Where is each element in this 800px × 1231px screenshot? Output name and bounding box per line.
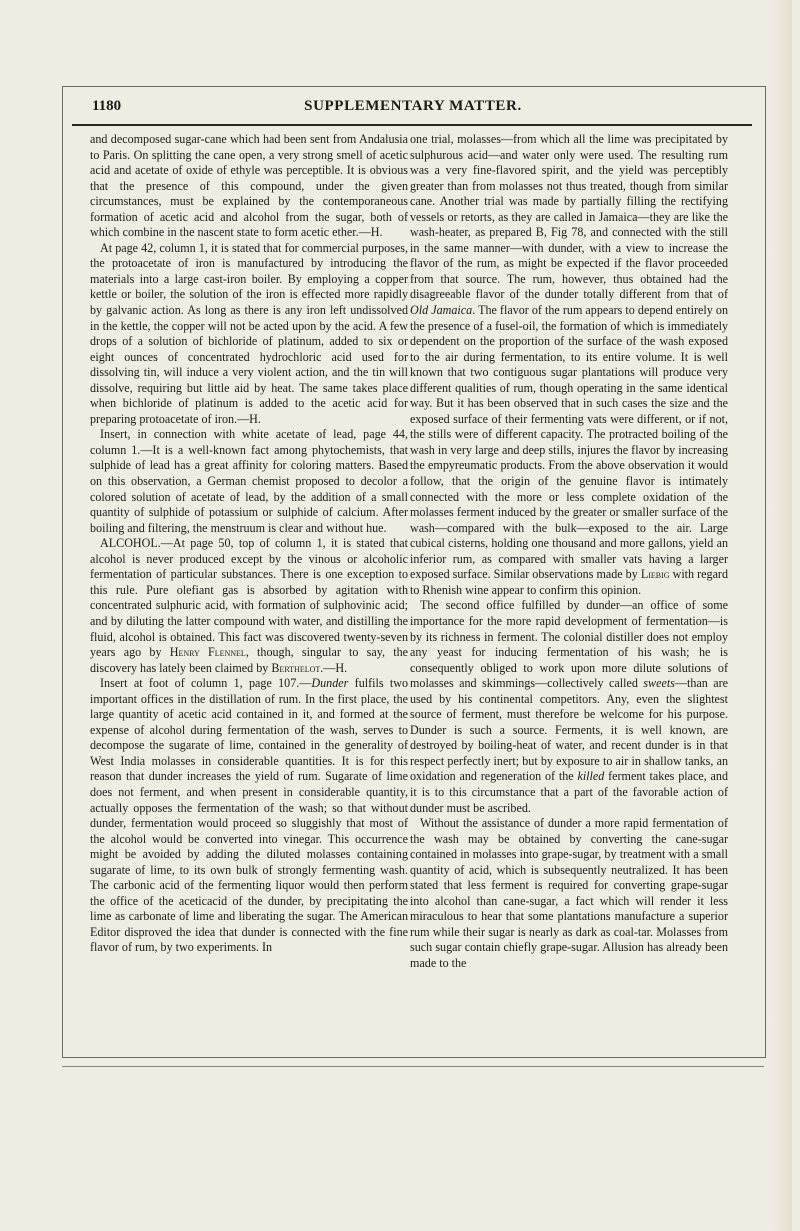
text-run: .—H. xyxy=(320,660,348,675)
running-head: SUPPLEMENTARY MATTER. xyxy=(304,98,522,114)
person-name: Berthelot xyxy=(271,660,321,675)
paragraph-dunder xyxy=(90,676,408,956)
bottom-rule xyxy=(62,1066,764,1067)
page-number: 1180 xyxy=(92,98,122,114)
italic-term: sweets xyxy=(643,676,675,691)
text-run: , Fig 78, and connected with the still in the same manner—with dunder, with a view to increase the flavor of the rum, as might be expected if the flavor proceeded from that source. The rum, however, thus obtained had the disagreeable flavor of the dunder totally different from that of xyxy=(410,225,728,302)
italic-term: Dunder xyxy=(311,676,349,691)
paragraph xyxy=(410,132,728,598)
page-edge xyxy=(770,0,792,1231)
text-run: ferment takes place, and it is to this circumstance that a part of the favorable action of dunder must be ascribed. xyxy=(410,769,728,815)
paragraph: Without the assistance of dunder a more rapid fermentation of the wash may be obtained by converting the cane-sugar contained in molasses into grape-sugar, by treatment with a small quantity of acid, which is subsequently neutralized. It has been stated that less ferment is required for converting grape-sugar into alcohol than cane-sugar, a fact which will render it less miraculous to hear that some plantations manufacture a superior rum while their sugar is nearly as dark as coal-tar. Molasses from such sugar contain chiefly grape-sugar. Allusion has already been made to the xyxy=(410,816,728,970)
paragraph-alcohol xyxy=(90,536,408,676)
text-run: —than are used by his continental competitors. Any, even the slightest source of ferment, must therefore be welcome for his purpose. Dunder is such a source. Ferments, it is well known, are destroyed by boiling-heat of water, and recent dunder is in that respect perfectly inert; but by exposure to air in shallow tanks, an oxidation and regeneration of the xyxy=(410,676,728,784)
paragraph: At page 42, column 1, it is stated that for commercial purposes, the protoacetate of iron is manufactured by introducing the materials into a large cast-iron boiler. By employing a copper kettle or boiler, the solution of the iron is effected more rapidly by galvanic action. As long as there is any iron left undissolved in the kettle, the copper will not be acted upon by the acid. A few drops of a solution of bichloride of platinum, added to six or eight ounces of concentrated hydrochloric acid used for dissolving tin, will induce a very violent action, and the tin will dissolve, requiring but little aid by heat. The same takes place when bichloride of platinum is added to the acetic acid for preparing protoacetate of iron.—H. xyxy=(90,240,408,426)
text-run: ALCOHOL.—At page 50, top of column 1, it is stated that alcohol is never produced except by the vinous or alcoholic fermentation of particular substances. There is one exception to this rule. Pure olefiant gas is absorbed by agitation with concentrated sulphuric acid, with formation of sulphovinic acid; and by diluting the latter compound with water, and distilling the fluid, alcohol is obtained. This fact was discovered twenty-seven years ago by xyxy=(90,536,408,660)
text-run: , though, singular to say, the discovery has lately been claimed by xyxy=(90,645,408,675)
text-run: . The flavor of the rum appears to depend entirely on the presence of a fusel-oil, the formation of which is immediately dependent on the proportion of the surface of the wash exposed to the air during fermentation, to its entire volume. It is well known that two contiguous sugar plantations will produce very different qualities of rum, though operating in the same identical way. But it has been observed that in such cases the size and the exposed surface of their fermenting vats were different, or if not, the stills were of different capacity. The protracted boiling of the wash in very large and deep stills, injures the flavor by increasing the empyreumatic products. From the above observation it would follow, that the origin of the genuine flavor is intimately connected with the more or less complete oxidation of the molasses ferment induced by the greater or smaller surface of the wash—compared with the bulk—exposed to the air. Large cubical cisterns, holding one thousand and more gallons, yield an inferior rum, as compared with smaller vats having a larger exposed surface. Similar observations made by xyxy=(410,303,728,582)
italic-term: Old Jamaica xyxy=(410,303,473,318)
paragraph: Insert, in connection with white acetate of lead, page 44, column 1.—It is a well-known fact among phytochemists, that sulphide of lead has a great affinity for coloring matters. Based on this observation, a German chemist proposed to decolor a colored solution of acetate of lead, by the addition of a small quantity of sulphide of potassium or sulphide of calcium. After boiling and filtering, the menstruum is clear and without hue. xyxy=(90,427,408,535)
text-run: one trial, molasses—from which all the lime was precipitated by sulphurous acid—and water only were used. The resulting rum was a very fine-flavored spirit, and the yield was perceptibly greater than from molasses not thus treated, though from similar cane. Another trial was made by partially filling the rectifying vessels or retorts, as they are called in Jamaica—they are like the wash-heater, as prepared xyxy=(410,132,728,240)
text-run: fulfils two important offices in the distillation of rum. In the first place, the large quantity of acetic acid contained in it, and formed at the expense of alcohol during fermentation of the wash, serves to decompose the sugarate of lime, contained in the generality of West India molasses in considerable quantities. It is for this reason that dunder increases the yield of rum. Sugarate of lime does not ferment, and when present in considerable quantity, actually opposes the fermentation of the wash; so that without dunder, fermentation would proceed so sluggishly that most of the alcohol would be converted into vinegar. This occurrence might be avoided by adding the diluted molasses containing sugarate of lime, to its own bulk of strongly fermenting wash. The carbonic acid of the fermenting liquor would then perform the office of the aceticacid of the dunder, by precipitating the lime as carbonate of lime and liberating the sugar. The American Editor disproved the idea that dunder is connected with the fine flavor of rum, by two experiments. In xyxy=(90,676,408,955)
person-name: Henry Flennel xyxy=(169,645,246,660)
figure-ref: B xyxy=(535,225,544,240)
text-run: Insert at foot of column 1, page 107.— xyxy=(100,676,312,691)
person-name: Liebig xyxy=(640,567,670,582)
paragraph xyxy=(410,598,728,816)
text-run: with regard to Rhenish wine appear to confirm this opinion. xyxy=(410,567,728,597)
paragraph: and decomposed sugar-cane which had been sent from Andalusia to Paris. On splitting the cane open, a very strong smell of acetic acid and acetate of oxide of ethyle was perceptible. It is obvious that the presence of this compound, under the given circumstances, must be explained by the contemporaneous formation of acetic acid and alcohol from the sugar, both of which combine in the nascent state to form acetic ether.—H. xyxy=(90,132,408,240)
text-run: The second office fulfilled by dunder—an office of some importance for the more rapid development of fermentation—is by its richness in ferment. The colonial distiller does not employ any yeast for inducing fermentation of his wash; he is consequently obliged to work upon more dilute solutions of molasses and skimmings—collectively called xyxy=(410,598,728,691)
italic-term: killed xyxy=(577,769,605,784)
left-column xyxy=(90,132,408,1032)
page-header xyxy=(62,98,764,120)
right-column xyxy=(410,132,728,1032)
header-rule xyxy=(72,124,752,126)
